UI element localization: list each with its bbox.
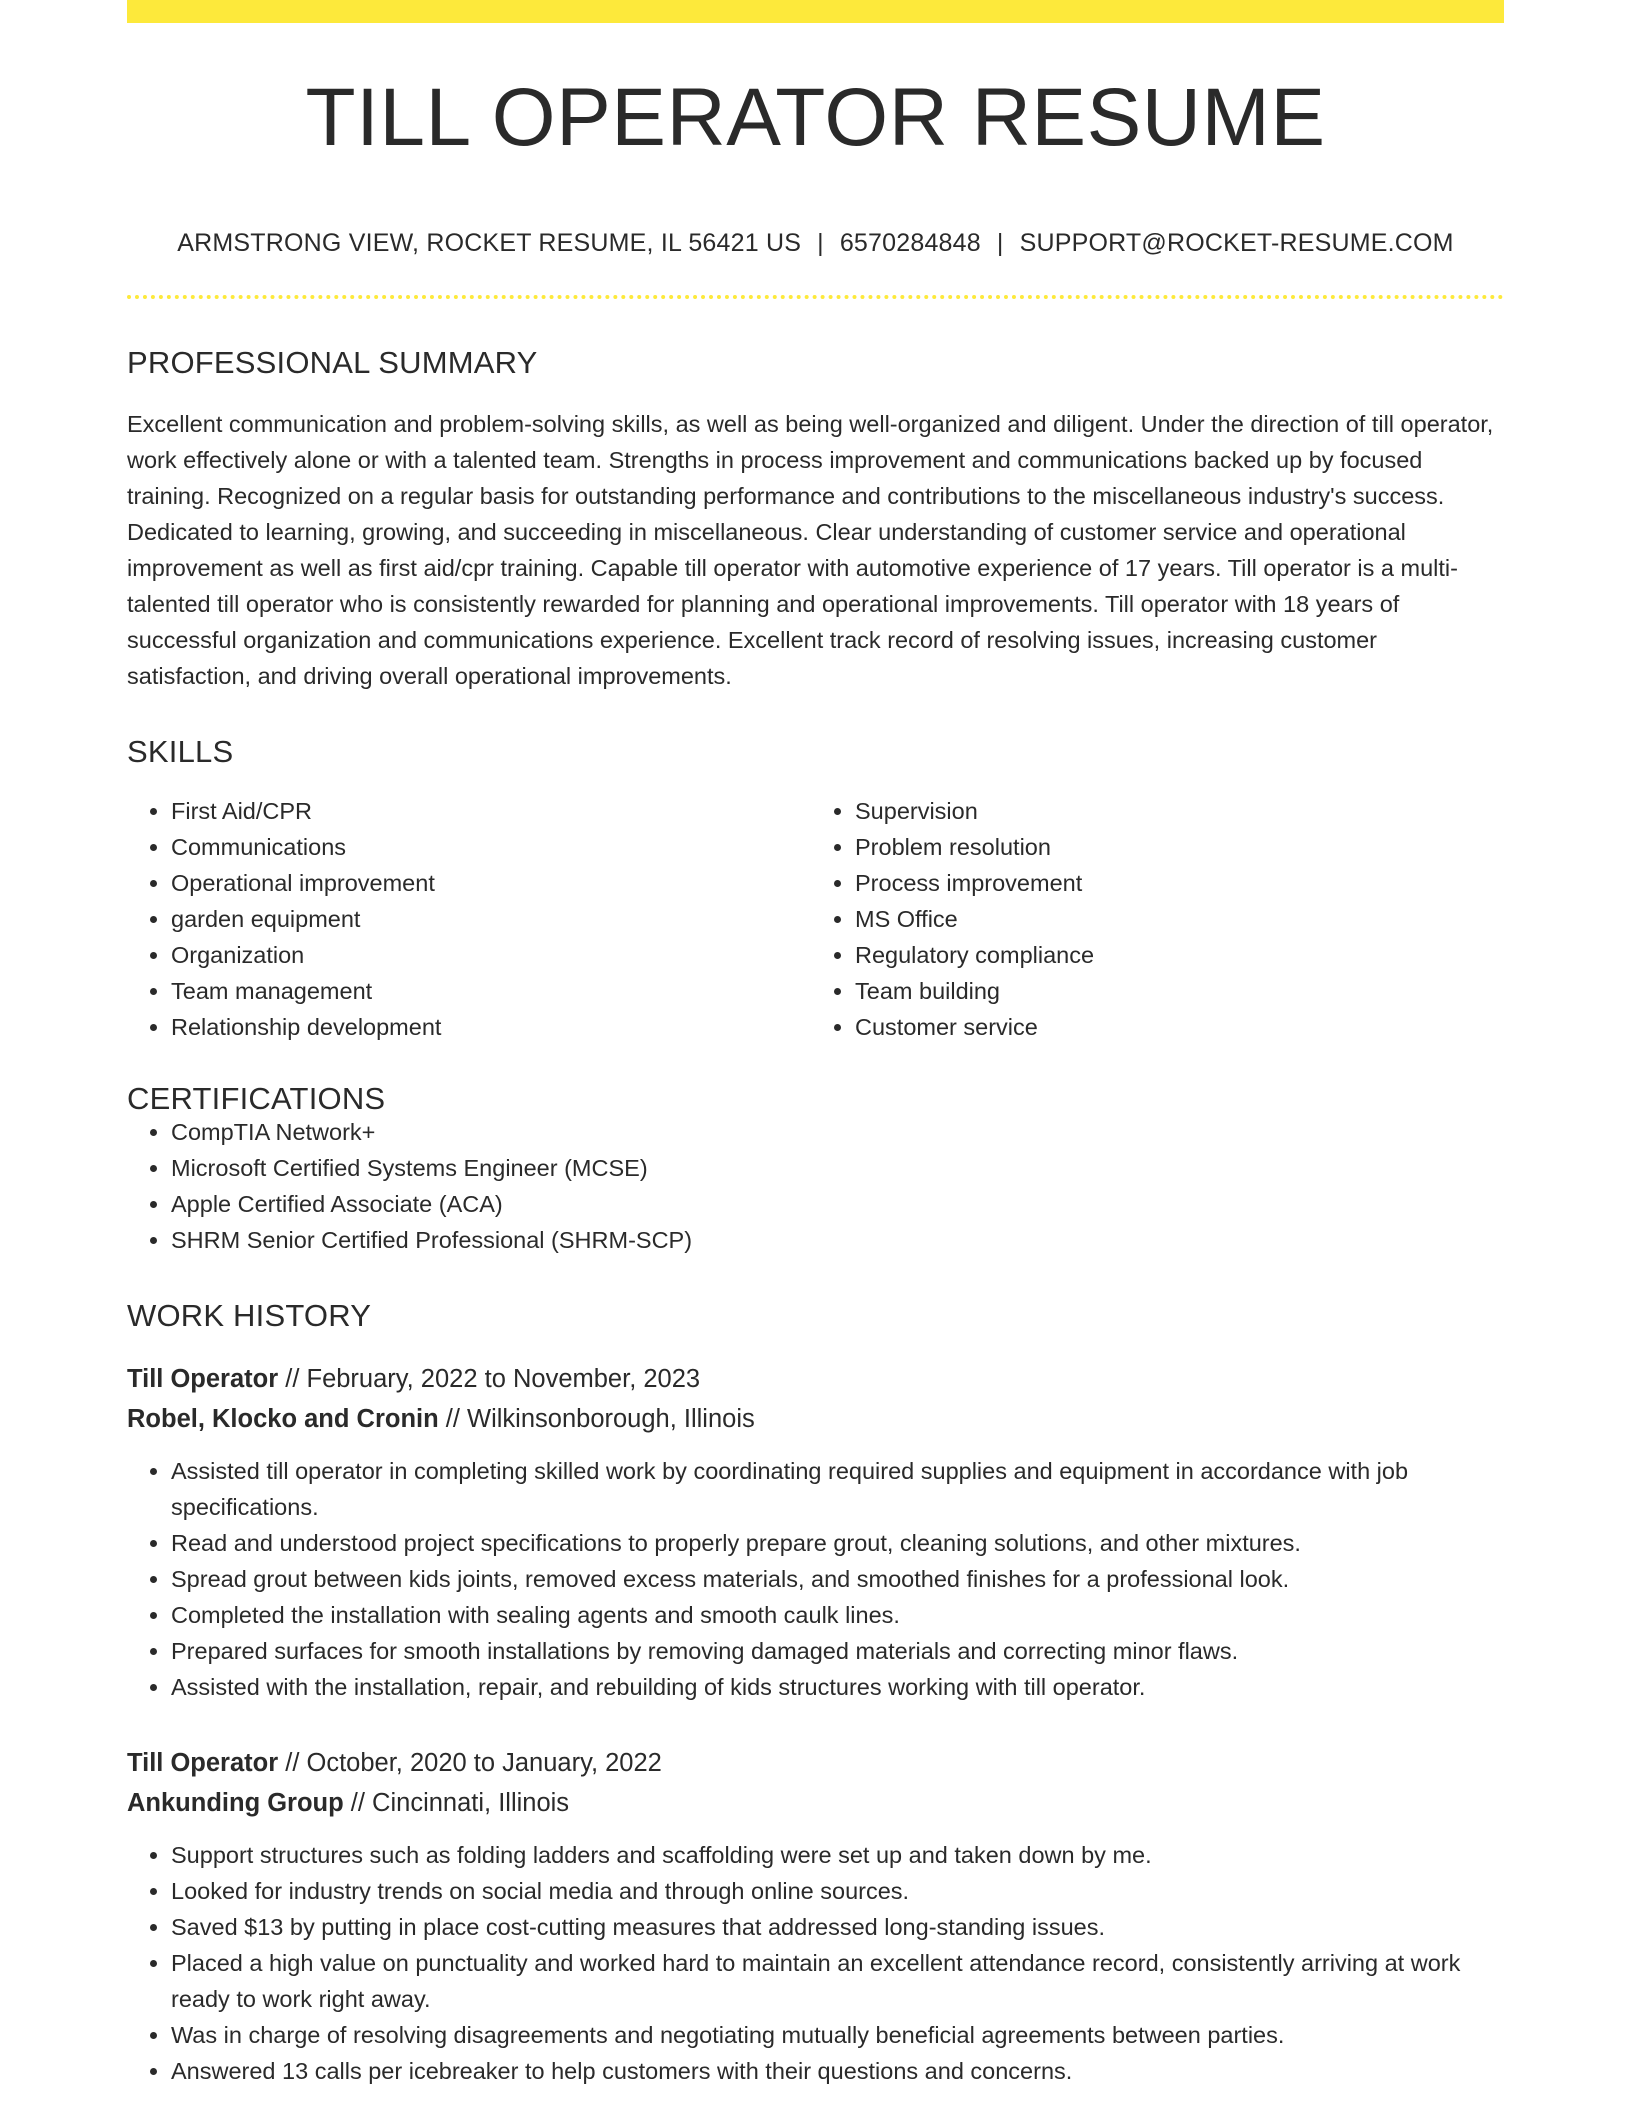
job-bullet: • Support structures such as folding ladders and scaffolding were set up and taken down by me. xyxy=(171,1837,1504,1873)
job-bullet: • Assisted till operator in completing skilled work by coordinating required supplies and equipment in accordance with job specifications. xyxy=(171,1453,1504,1525)
job-entry xyxy=(127,1743,1504,2089)
job-title: Till Operator xyxy=(127,1749,279,1777)
job-location: // Cincinnati, Illinois xyxy=(343,1789,570,1817)
job-bullet: • Prepared surfaces for smooth installations by removing damaged materials and correcting minor flaws. xyxy=(171,1633,1504,1669)
certification-item: • SHRM Senior Certified Professional (SHRM-SCP) xyxy=(171,1222,1504,1258)
job-title: Till Operator xyxy=(127,1365,279,1393)
job-dates: // October, 2020 to January, 2022 xyxy=(278,1749,662,1777)
skill-item: • MS Office xyxy=(855,901,1489,937)
job-entry xyxy=(127,1359,1504,1705)
contact-separator: | xyxy=(996,229,1004,257)
resume-title: TILL OPERATOR RESUME xyxy=(305,72,1326,163)
certification-item: • Apple Certified Associate (ACA) xyxy=(171,1186,1504,1222)
skill-item: • Customer service xyxy=(855,1009,1489,1045)
job-bullet: • Answered 13 calls per icebreaker to help customers with their questions and concerns. xyxy=(171,2053,1504,2089)
job-bullet: • Looked for industry trends on social media and through online sources. xyxy=(171,1873,1504,1909)
job-bullets xyxy=(127,1837,1504,2089)
certification-item: • CompTIA Network+ xyxy=(171,1114,1504,1150)
summary-heading: PROFESSIONAL SUMMARY xyxy=(127,345,538,380)
job-bullet: • Was in charge of resolving disagreements and negotiating mutually beneficial agreements between parties. xyxy=(171,2017,1504,2053)
skill-item: • Communications xyxy=(171,829,805,865)
skills-column-left xyxy=(127,793,805,1045)
job-bullets xyxy=(127,1453,1504,1705)
summary-text: Excellent communication and problem-solving skills, as well as being well-organized and diligent. Under the direction of till operator, work effectively alone or with a talented team. Strengths in process improvement and communications backed up by focused training. Recognized on a regular basis for outstanding performance and contributions to the miscellaneous industry's success. Dedicated to learning, growing, and succeeding in miscellaneous. Clear understanding of customer service and operational improvement as well as first aid/cpr training. Capable till operator with automotive experience of 17 years. Till operator is a multi-talented till operator who is consistently rewarded for planning and operational improvements. Till operator with 18 years of successful organization and communications experience. Excellent track record of resolving issues, increasing customer satisfaction, and driving overall operational improvements. xyxy=(127,411,1494,689)
skill-item: • Relationship development xyxy=(171,1009,805,1045)
contact-phone: 6570284848 xyxy=(839,229,981,257)
skill-item: • Process improvement xyxy=(855,865,1489,901)
job-company-line xyxy=(127,1399,1504,1439)
skill-item: • Team building xyxy=(855,973,1489,1009)
job-company: Robel, Klocko and Cronin xyxy=(127,1405,439,1433)
skill-item: • First Aid/CPR xyxy=(171,793,805,829)
job-bullet: • Read and understood project specifications to properly prepare grout, cleaning solutions, and other mixtures. xyxy=(171,1525,1504,1561)
dotted-divider xyxy=(127,295,1504,299)
job-company: Ankunding Group xyxy=(127,1789,344,1817)
job-title-line xyxy=(127,1359,1504,1399)
skill-item: • Organization xyxy=(171,937,805,973)
contact-address: ARMSTRONG VIEW, ROCKET RESUME, IL 56421 US xyxy=(177,229,802,257)
skill-item: • Operational improvement xyxy=(171,865,805,901)
work-history-heading: WORK HISTORY xyxy=(127,1298,372,1333)
resume-page xyxy=(127,0,1504,2089)
job-dates: // February, 2022 to November, 2023 xyxy=(278,1365,701,1393)
certification-item: • Microsoft Certified Systems Engineer (MCSE) xyxy=(171,1150,1504,1186)
skills-column-right xyxy=(805,793,1489,1045)
contact-line xyxy=(127,231,1504,256)
accent-top-bar xyxy=(127,0,1504,23)
job-bullet: • Placed a high value on punctuality and worked hard to maintain an excellent attendance record, consistently arriving at work ready to work right away. xyxy=(171,1945,1504,2017)
certifications-list xyxy=(127,1114,1504,1258)
contact-email: SUPPORT@ROCKET-RESUME.COM xyxy=(1019,229,1454,257)
skill-item: • Supervision xyxy=(855,793,1489,829)
job-bullet: • Completed the installation with sealing agents and smooth caulk lines. xyxy=(171,1597,1504,1633)
skill-item: • Problem resolution xyxy=(855,829,1489,865)
contact-separator: | xyxy=(817,229,824,257)
job-bullet: • Assisted with the installation, repair, and rebuilding of kids structures working with till operator. xyxy=(171,1669,1504,1705)
job-company-line xyxy=(127,1783,1504,1823)
job-bullet: • Saved $13 by putting in place cost-cutting measures that addressed long-standing issues. xyxy=(171,1909,1504,1945)
job-title-line xyxy=(127,1743,1504,1783)
job-bullet: • Spread grout between kids joints, removed excess materials, and smoothed finishes for a professional look. xyxy=(171,1561,1504,1597)
job-location: // Wilkinsonborough, Illinois xyxy=(438,1405,755,1433)
skill-item: • Regulatory compliance xyxy=(855,937,1489,973)
skills-heading: SKILLS xyxy=(127,734,234,769)
skill-item: • Team management xyxy=(171,973,805,1009)
certifications-heading: CERTIFICATIONS xyxy=(127,1081,386,1116)
skills-list xyxy=(127,793,1504,1045)
skill-item: • garden equipment xyxy=(171,901,805,937)
